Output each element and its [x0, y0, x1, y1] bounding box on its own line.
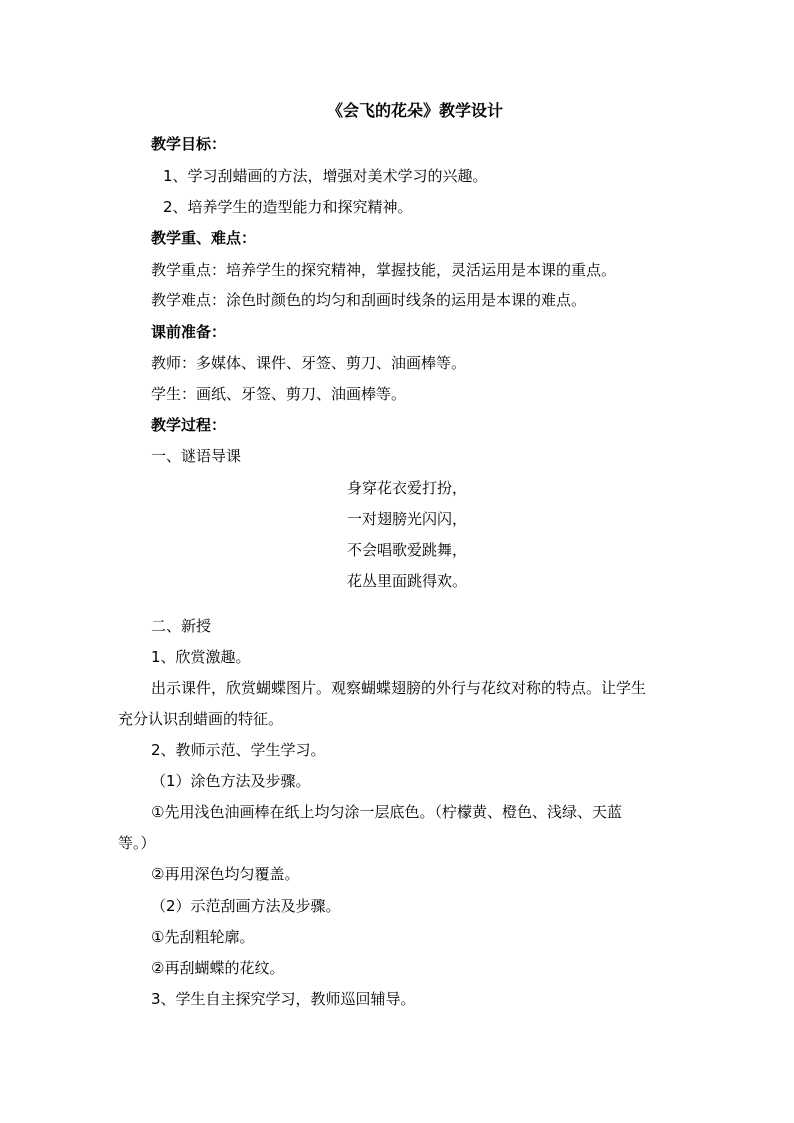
goals-heading: 教学目标：	[151, 135, 227, 153]
sub1-heading: （1）涂色方法及步骤。	[151, 772, 311, 790]
part2-heading: 二、新授	[151, 617, 212, 635]
step1-heading: 1、欣赏激趣。	[151, 648, 251, 666]
sub2-heading: （2）示范刮画方法及步骤。	[151, 897, 341, 915]
goal-item: 1、学习刮蜡画的方法，增强对美术学习的兴趣。	[163, 167, 488, 185]
step1-text-continued: 充分认识刮蜡画的特征。	[118, 710, 284, 728]
sub1-step-a: ①先用浅色油画棒在纸上均匀涂一层底色。（柠檬黄、橙色、浅绿、天蓝	[151, 803, 622, 821]
focus-point: 教学重点：培养学生的探究精神，掌握技能，灵活运用是本课的重点。	[151, 261, 617, 279]
document-title: 《会飞的花朵》教学设计	[327, 101, 504, 120]
riddle-line: 身穿花衣爱打扮，	[347, 479, 468, 497]
step1-text: 出示课件，欣赏蝴蝶图片。观察蝴蝶翅膀的外行与花纹对称的特点。让学生	[151, 679, 647, 697]
difficulty-point: 教学难点：涂色时颜色的均匀和刮画时线条的运用是本课的难点。	[151, 291, 587, 309]
step3-heading: 3、学生自主探究学习，教师巡回辅导。	[151, 990, 416, 1008]
part1-heading: 一、谜语导课	[151, 447, 242, 465]
riddle-line: 一对翅膀光闪闪，	[347, 510, 468, 528]
sub1-step-b: ②再用深色均匀覆盖。	[151, 865, 300, 883]
sub1-step-a-continued: 等。）	[118, 834, 156, 852]
riddle-line: 花丛里面跳得欢。	[347, 572, 468, 590]
riddle-line: 不会唱歌爱跳舞，	[347, 541, 468, 559]
teacher-preparation: 教师：多媒体、课件、牙签、剪刀、油画棒等。	[151, 354, 467, 372]
step2-heading: 2、教师示范、学生学习。	[151, 741, 326, 759]
process-heading: 教学过程：	[151, 416, 227, 434]
preparation-heading: 课前准备：	[151, 323, 227, 341]
sub2-step-b: ②再刮蝴蝶的花纹。	[151, 959, 285, 977]
student-preparation: 学生：画纸、牙签、剪刀、油画棒等。	[151, 385, 407, 403]
goal-item: 2、培养学生的造型能力和探究精神。	[163, 198, 413, 216]
sub2-step-a: ①先刮粗轮廓。	[151, 928, 255, 946]
key-points-heading: 教学重、难点：	[151, 229, 257, 247]
